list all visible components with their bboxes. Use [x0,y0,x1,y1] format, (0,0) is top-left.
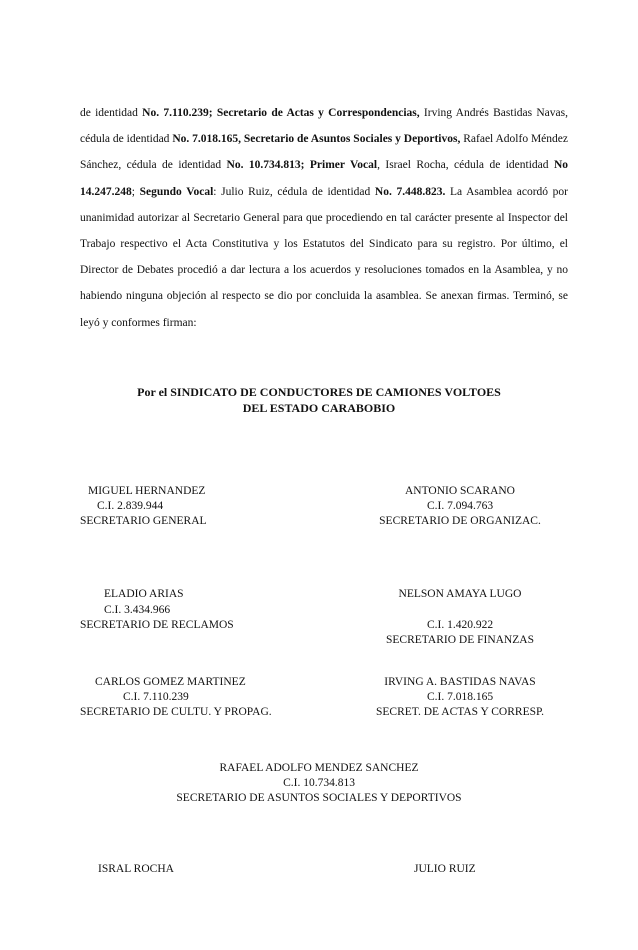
signature-name-gomez: CARLOS GOMEZ MARTINEZ [95,676,246,688]
signature-title-mendez: SECRETARIO DE ASUNTOS SOCIALES Y DEPORTIVOS [176,792,462,804]
signature-name-arias: ELADIO ARIAS [104,588,184,600]
paragraph-bold-run: Segundo Vocal [139,185,214,198]
body-paragraph [80,100,568,336]
paragraph-bold-run: No. 10.734.813; Primer Vocal [226,159,378,172]
signature-title-amaya: SECRETARIO DE FINANZAS [386,634,534,646]
signature-title-gomez: SECRETARIO DE CULTU. Y PROPAG. [80,706,272,718]
paragraph-text-run: , Israel Rocha, cédula de identidad [377,159,554,172]
signature-ci-mendez: C.I. 10.734.813 [283,777,355,789]
signature-title-hernandez: SECRETARIO GENERAL [80,515,207,527]
union-heading-line2: DEL ESTADO CARABOBIO [242,401,396,415]
signature-name-scarano: ANTONIO SCARANO [404,485,515,497]
paragraph-bold-run: No. 7.448.823. [374,185,446,198]
signature-name-hernandez: MIGUEL HERNANDEZ [88,485,206,497]
paragraph-text-run: : Julio Ruiz, cédula de identidad [213,185,375,198]
paragraph-text-run: ; [131,185,140,198]
signature-name-mendez: RAFAEL ADOLFO MENDEZ SANCHEZ [219,762,419,774]
signature-ci-bastidas: C.I. 7.018.165 [426,691,494,703]
union-heading-line1: Por el SINDICATO DE CONDUCTORES DE CAMIONES VOLTOES [137,385,501,399]
paragraph-text-run: La Asamblea acordó por unanimidad autorizar al Secretario General para que procediendo en tal carácter presente al Inspector del Trabajo respectivo el Acta Constitutiva y los Estatutos del Sindicato para su registro. Por último, el Director de Debates procedió a dar lectura a los acuerdos y resoluciones tomados en la Asamblea, y no habiendo ninguna objeción al respecto se dio por concluida la asamblea. Se anexan firmas. Terminó, se leyó y conformes firman: [80,185,569,329]
paragraph-bold-run: No. 7.110.239; Secretario de Actas y Correspondencias, [142,107,420,119]
paragraph-text-run: de identidad [80,107,143,119]
signature-name-bastidas: IRVING A. BASTIDAS NAVAS [384,676,536,688]
signature-name-rocha: ISRAL ROCHA [98,863,174,875]
signature-ci-amaya: C.I. 1.420.922 [426,619,494,631]
signature-ci-scarano: C.I. 7.094.763 [426,500,494,512]
paragraph-bold-run: No. 7.018.165, Secretario de Asuntos Sociales y Deportivos, [172,133,461,146]
signature-title-scarano: SECRETARIO DE ORGANIZAC. [379,515,541,527]
paragraph-text-run: Rafael Adolfo Méndez Sánchez, cédula de identidad [80,133,568,172]
signature-ci-gomez: C.I. 7.110.239 [123,691,189,703]
signature-name-ruiz: JULIO RUIZ [414,863,476,875]
signature-ci-arias: C.I. 3.434.966 [104,604,171,616]
paragraph-bold-run: No 14.247.248 [80,159,569,198]
signature-title-bastidas: SECRET. DE ACTAS Y CORRESP. [376,706,544,718]
paragraph-text-run: Irving Andrés Bastidas Navas, cédula de identidad [80,107,568,146]
signature-name-amaya: NELSON AMAYA LUGO [398,588,522,600]
signature-ci-hernandez: C.I. 2.839.944 [97,500,164,512]
signature-title-arias: SECRETARIO DE RECLAMOS [80,619,234,631]
